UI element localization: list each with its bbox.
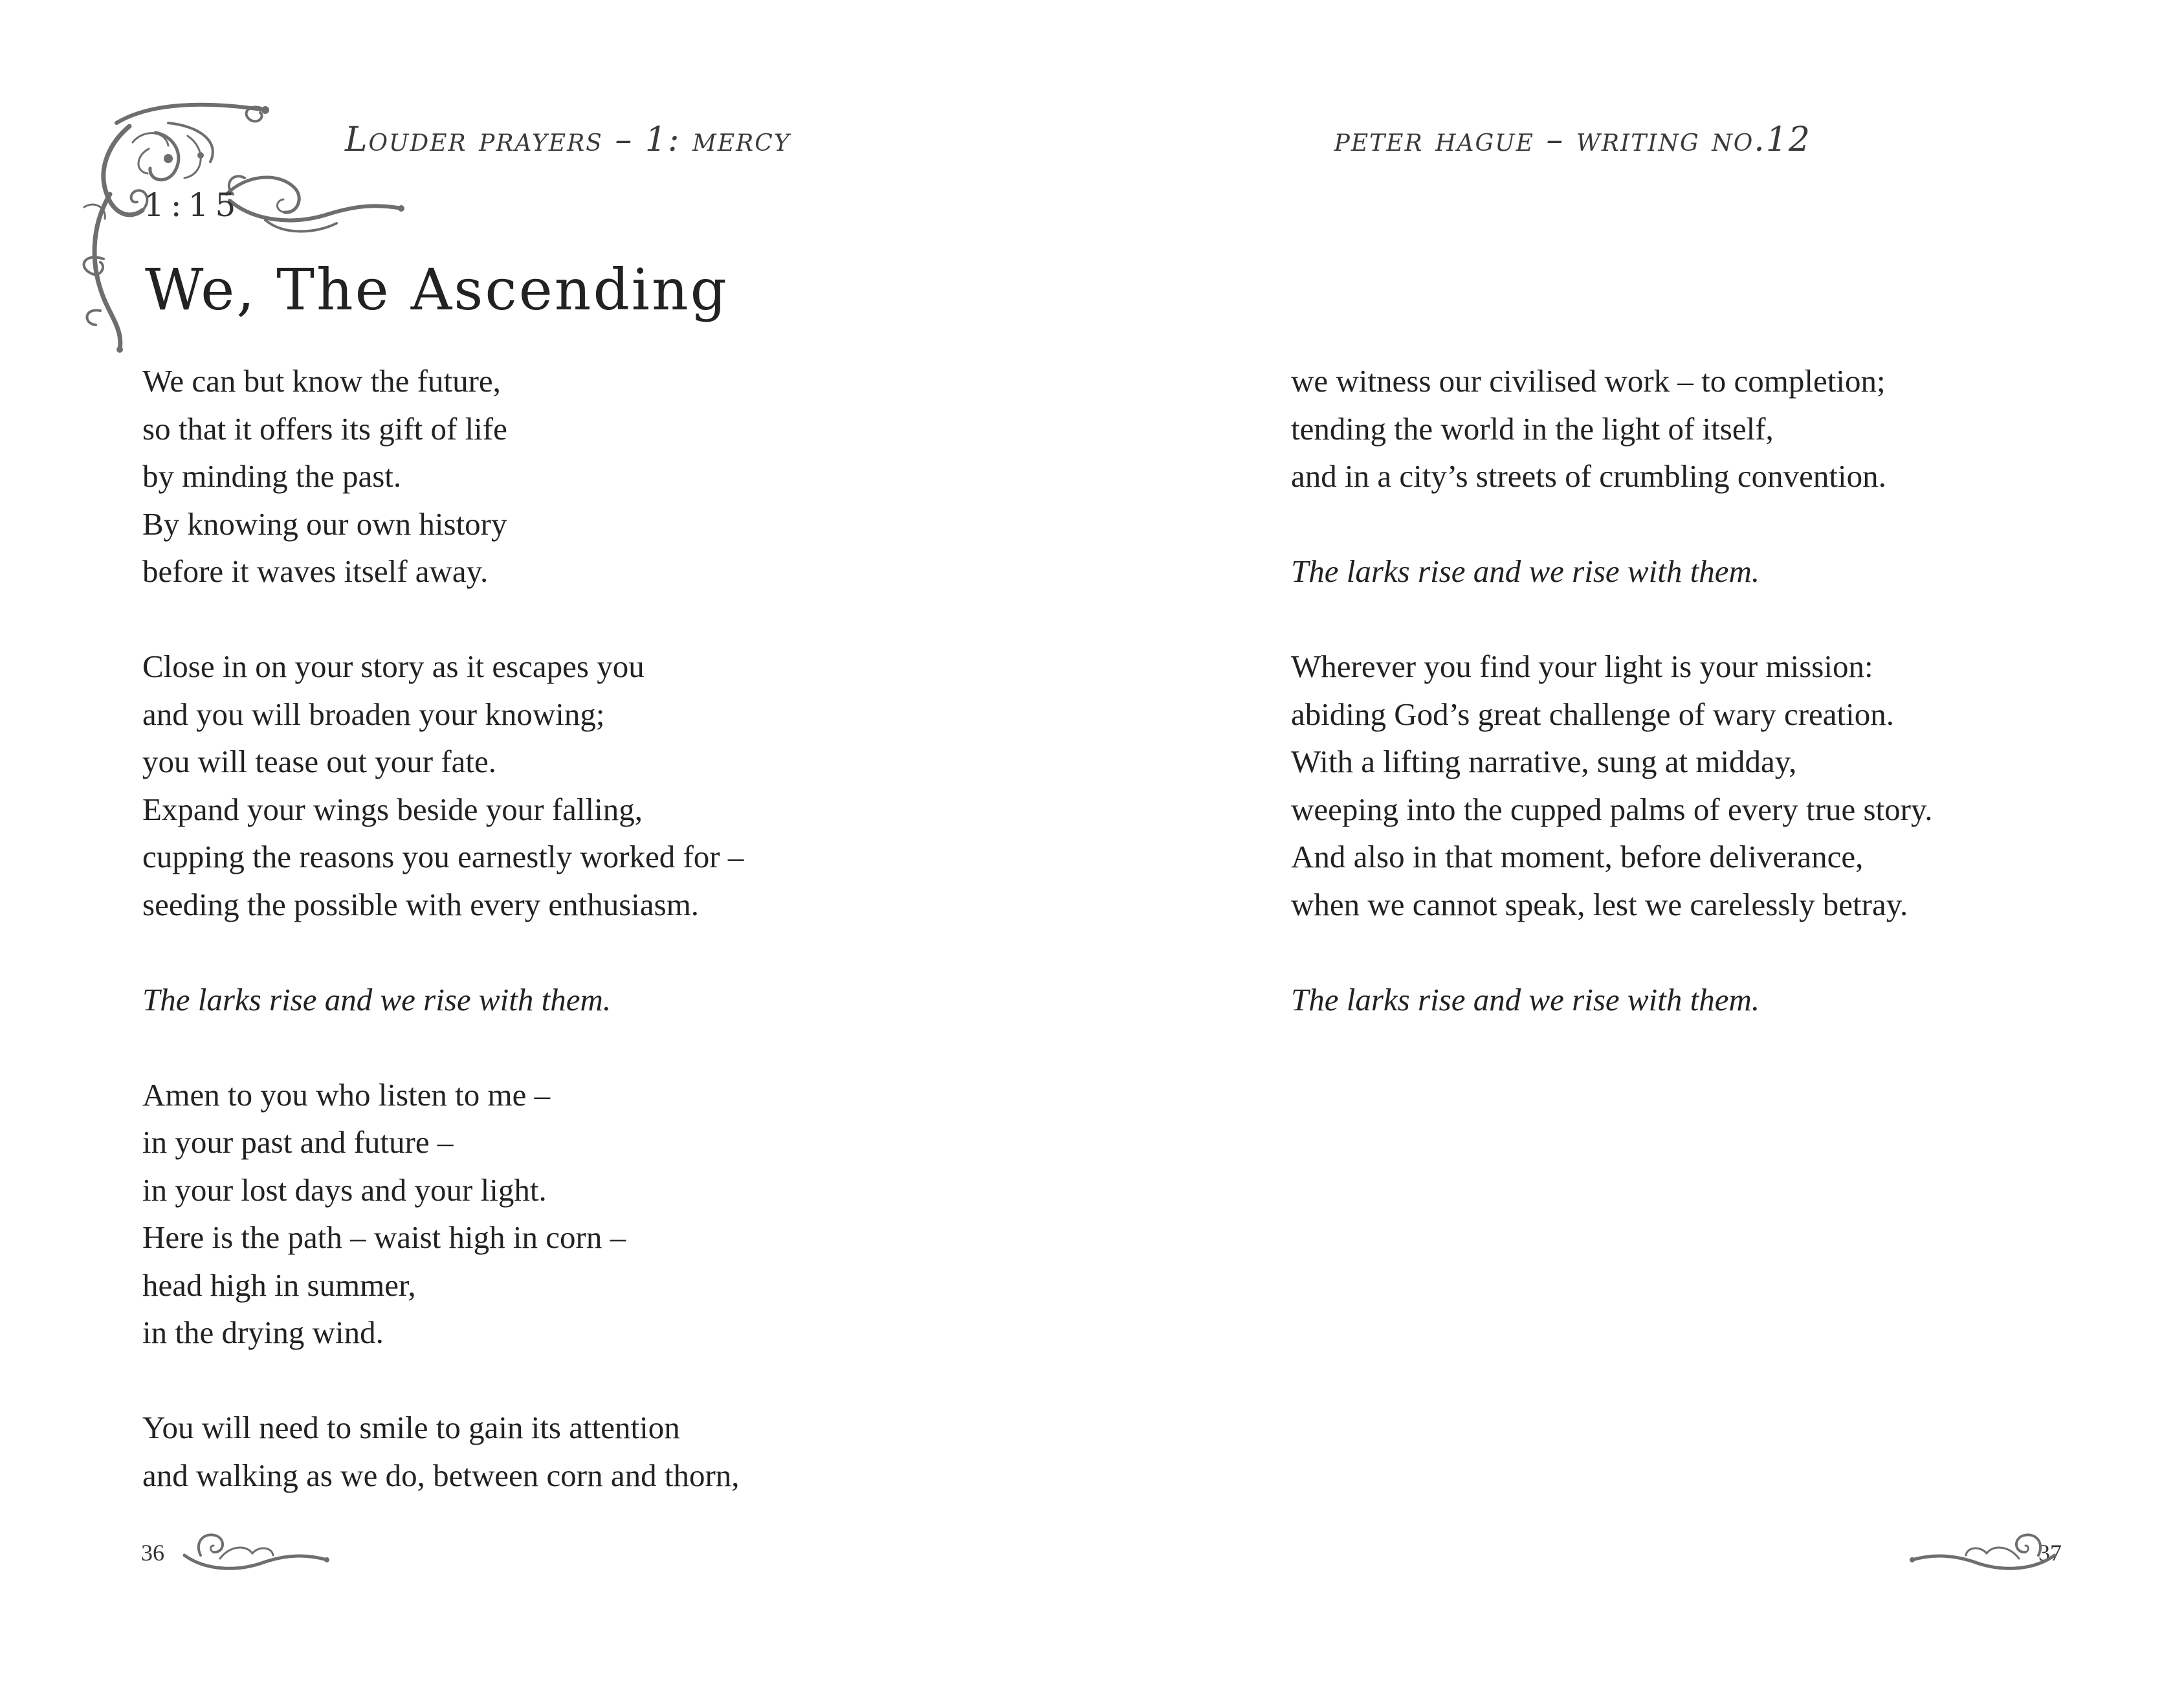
verse-line: abiding God’s great challenge of wary creation. xyxy=(1291,696,1895,732)
verse-line: Here is the path – waist high in corn – xyxy=(142,1219,626,1255)
page-number-left: 36 xyxy=(141,1540,164,1566)
stanza xyxy=(142,357,744,595)
refrain-stanza xyxy=(1291,548,1933,595)
verse-line: cupping the reasons you earnestly worked for – xyxy=(142,839,744,874)
verse-line: Close in on your story as it escapes you xyxy=(142,649,645,684)
section-number: 1:15 xyxy=(144,186,243,224)
right-running-head: peter hague – writing no.12 xyxy=(1334,120,1811,159)
verse-line: you will tease out your fate. xyxy=(142,744,497,779)
verse-line: weeping into the cupped palms of every true story. xyxy=(1291,791,1933,827)
verse-line: You will need to smile to gain its attention xyxy=(142,1410,680,1445)
refrain-stanza xyxy=(1291,976,1933,1024)
verse-line: tending the world in the light of itself, xyxy=(1291,410,1774,447)
verse-line: and walking as we do, between corn and thorn, xyxy=(142,1457,740,1493)
stanza xyxy=(142,643,744,928)
verse-line: The larks rise and we rise with them. xyxy=(142,981,612,1017)
stanza xyxy=(142,1404,744,1499)
verse-line: in your past and future – xyxy=(142,1124,454,1160)
stanza xyxy=(142,1071,744,1357)
verse-line: in your lost days and your light. xyxy=(142,1172,547,1208)
verse-line: and in a city’s streets of crumbling convention. xyxy=(1291,458,1886,494)
verse-line: With a lifting narrative, sung at midday, xyxy=(1291,744,1797,779)
verse-line: The larks rise and we rise with them. xyxy=(1291,553,1760,589)
verse-line: Expand your wings beside your falling, xyxy=(142,791,643,827)
verse-line: before it waves itself away. xyxy=(142,553,489,589)
left-page-verse xyxy=(142,357,744,1499)
verse-line: Amen to you who listen to me – xyxy=(142,1076,551,1113)
verse-line: We can but know the future, xyxy=(142,363,501,399)
page-number-right: 37 xyxy=(2038,1540,2062,1566)
verse-line: we witness our civilised work – to completion; xyxy=(1291,363,1886,399)
verse-line: when we cannot speak, lest we carelessly betray. xyxy=(1291,886,1908,922)
verse-line: seeding the possible with every enthusiasm. xyxy=(142,886,700,922)
refrain-stanza xyxy=(142,976,744,1024)
right-page-verse xyxy=(1291,357,1933,1023)
verse-line: head high in summer, xyxy=(142,1267,416,1303)
poem-title: We, The Ascending xyxy=(145,256,729,323)
verse-line: And also in that moment, before deliverance, xyxy=(1291,839,1864,874)
scroll-flourish-icon xyxy=(181,1526,330,1578)
verse-line: By knowing our own history xyxy=(142,505,507,542)
verse-line: Wherever you find your light is your mission: xyxy=(1291,649,1873,684)
scroll-flourish-icon xyxy=(1909,1526,2058,1578)
verse-line: and you will broaden your knowing; xyxy=(142,696,605,732)
verse-line: The larks rise and we rise with them. xyxy=(1291,981,1760,1017)
verse-line: by minding the past. xyxy=(142,458,402,494)
verse-line: in the drying wind. xyxy=(142,1315,384,1350)
stanza xyxy=(1291,357,1933,500)
stanza xyxy=(1291,643,1933,928)
left-running-head: Louder prayers – 1: mercy xyxy=(345,120,791,159)
verse-line: so that it offers its gift of life xyxy=(142,410,507,447)
